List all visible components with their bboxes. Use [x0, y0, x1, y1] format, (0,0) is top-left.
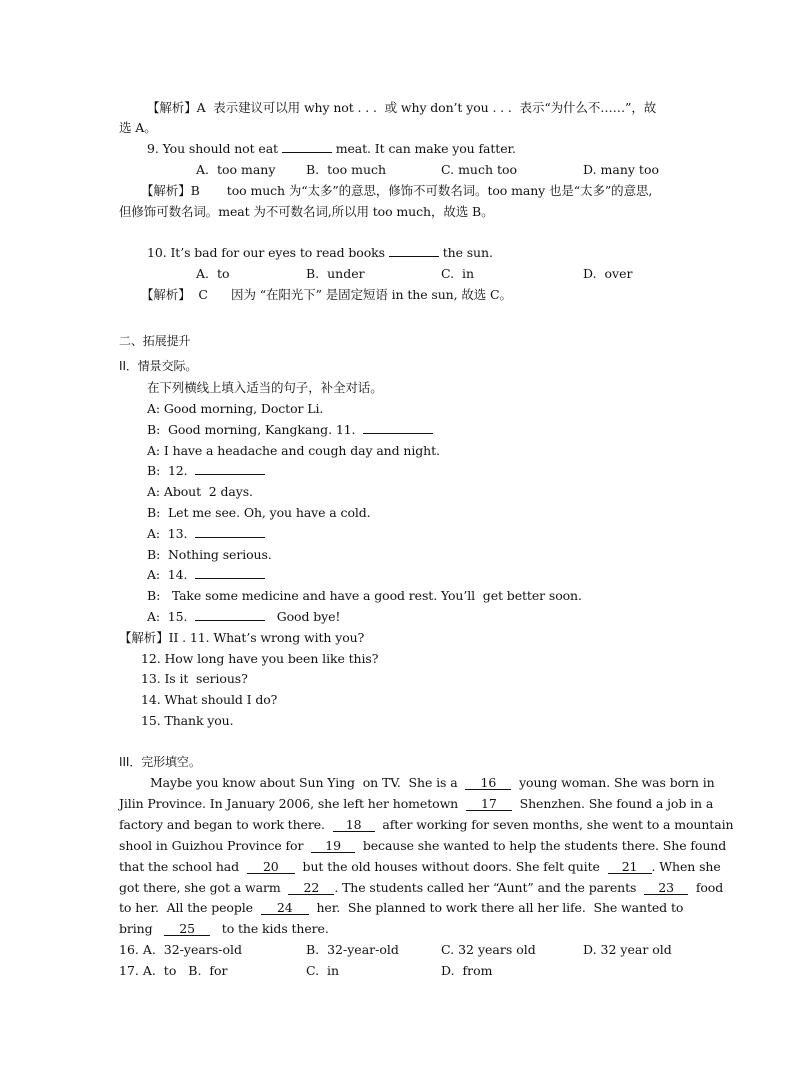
q9-option-c: C. much too [441, 162, 518, 177]
dialogue-line: A: Good morning, Doctor Li. [147, 401, 324, 416]
cloze-blank-25[interactable]: 25 [164, 922, 210, 936]
q16-option-d: D. 32 year old [583, 942, 672, 957]
q9-option-d: D. many too [583, 162, 659, 177]
passage-line: Jilin Province. In January 2006, she left her hometown 17 Shenzhen. She found a job in a [119, 796, 714, 811]
dialogue-line: B: Good morning, Kangkang. 11. [147, 422, 433, 438]
cloze-blank-19[interactable]: 19 [311, 839, 355, 853]
q10-stem: 10. It’s bad for our eyes to read books the sun. [147, 245, 493, 260]
cloze-blank-20[interactable]: 20 [247, 860, 295, 874]
answer-line: 14. What should I do? [141, 692, 278, 707]
dialogue-blank-13[interactable] [195, 537, 265, 538]
cloze-blank-21[interactable]: 21 [608, 860, 652, 874]
cloze-blank-16[interactable]: 16 [465, 776, 511, 790]
dialogue-line: B: 12. [147, 463, 265, 479]
q16-option-a: 16. A. 32-years-old [119, 942, 242, 957]
passage-line: bring 25 to the kids there. [119, 921, 329, 936]
q9-stem: 9. You should not eat meat. It can make you fatter. [147, 141, 516, 156]
section2-title: 二、拓展提升 [119, 334, 191, 348]
passage-line: to her. All the people 24 her. She planned to work there all her life. She wanted to [119, 900, 684, 915]
passage-line: factory and began to work there. 18 after working for seven months, she went to a mountain [119, 817, 734, 832]
dialogue-line: A: I have a headache and cough day and night. [147, 443, 440, 458]
answer-line: 12. How long have you been like this? [141, 651, 379, 666]
dialogue-line: B: Let me see. Oh, you have a cold. [147, 505, 371, 520]
cloze-blank-18[interactable]: 18 [333, 818, 375, 832]
section3-title: III．完形填空。 [119, 755, 201, 769]
q10-option-a: A. to [196, 266, 230, 281]
dialogue-blank-12[interactable] [195, 474, 265, 475]
answer-line: 【解析】II . 11. What’s wrong with you? [119, 630, 365, 645]
passage-line: shool in Guizhou Province for 19 because she wanted to help the students there. She found [119, 838, 727, 853]
dialogue-line: B: Take some medicine and have a good rest. You’ll get better soon. [147, 588, 582, 603]
dialogue-blank-14[interactable] [195, 578, 265, 579]
q10-option-b: B. under [306, 266, 365, 281]
part2-title: II．情景交际。 [119, 359, 198, 373]
passage-line: got there, she got a warm 22 . The students called her “Aunt” and the parents 23 food [119, 880, 724, 895]
q9-analysis-line1: 【解析】B too much 为“太多”的意思，修饰不可数名词。too many 也是“太多”的意思, [141, 183, 653, 198]
q17-option-c: C. in [306, 963, 340, 978]
q10-analysis: 【解析】 C 因为 “在阳光下” 是固定短语 in the sun, 故选 C。 [141, 287, 512, 302]
q10-option-d: D. over [583, 266, 633, 281]
q10-blank[interactable] [389, 256, 439, 257]
q10-option-c: C. in [441, 266, 475, 281]
dialogue-line: A: 14. [147, 567, 265, 583]
dialogue-blank-15[interactable] [195, 620, 265, 621]
dialogue-line: A: About 2 days. [147, 484, 253, 499]
q16-option-c: C. 32 years old [441, 942, 536, 957]
q16-option-b: B. 32-year-old [306, 942, 399, 957]
answer-line: 13. Is it serious? [141, 671, 248, 686]
q8-analysis-line1: 【解析】A 表示建议可以用 why not . . . 或 why don’t you . . . 表示“为什么不……”，故 [147, 100, 657, 115]
dialogue-line: A: 15. Good bye! [147, 609, 341, 624]
cloze-blank-24[interactable]: 24 [261, 901, 309, 915]
q17-option-d: D. from [441, 963, 493, 978]
passage-line: Maybe you know about Sun Ying on TV. She is a 16 young woman. She was born in [119, 775, 715, 790]
q8-analysis-line2: 选 A。 [119, 120, 157, 135]
q17-option-ab: 17. A. to B. for [119, 963, 228, 978]
dialogue-blank-11[interactable] [363, 433, 433, 434]
q9-analysis-line2: 但修饰可数名词。meat 为不可数名词,所以用 too much，故选 B。 [119, 204, 494, 219]
dialogue-line: A: 13. [147, 526, 265, 542]
q9-option-b: B. too much [306, 162, 387, 177]
passage-line: that the school had 20 but the old houses without doors. She felt quite 21 . When she [119, 859, 721, 874]
q9-blank[interactable] [282, 152, 332, 153]
answer-line: 15. Thank you. [141, 713, 234, 728]
cloze-blank-22[interactable]: 22 [288, 881, 334, 895]
part2-instruction: 在下列横线上填入适当的句子，补全对话。 [147, 380, 383, 395]
q9-option-a: A. too many [196, 162, 276, 177]
dialogue-line: B: Nothing serious. [147, 547, 272, 562]
cloze-blank-23[interactable]: 23 [644, 881, 688, 895]
cloze-blank-17[interactable]: 17 [466, 797, 512, 811]
